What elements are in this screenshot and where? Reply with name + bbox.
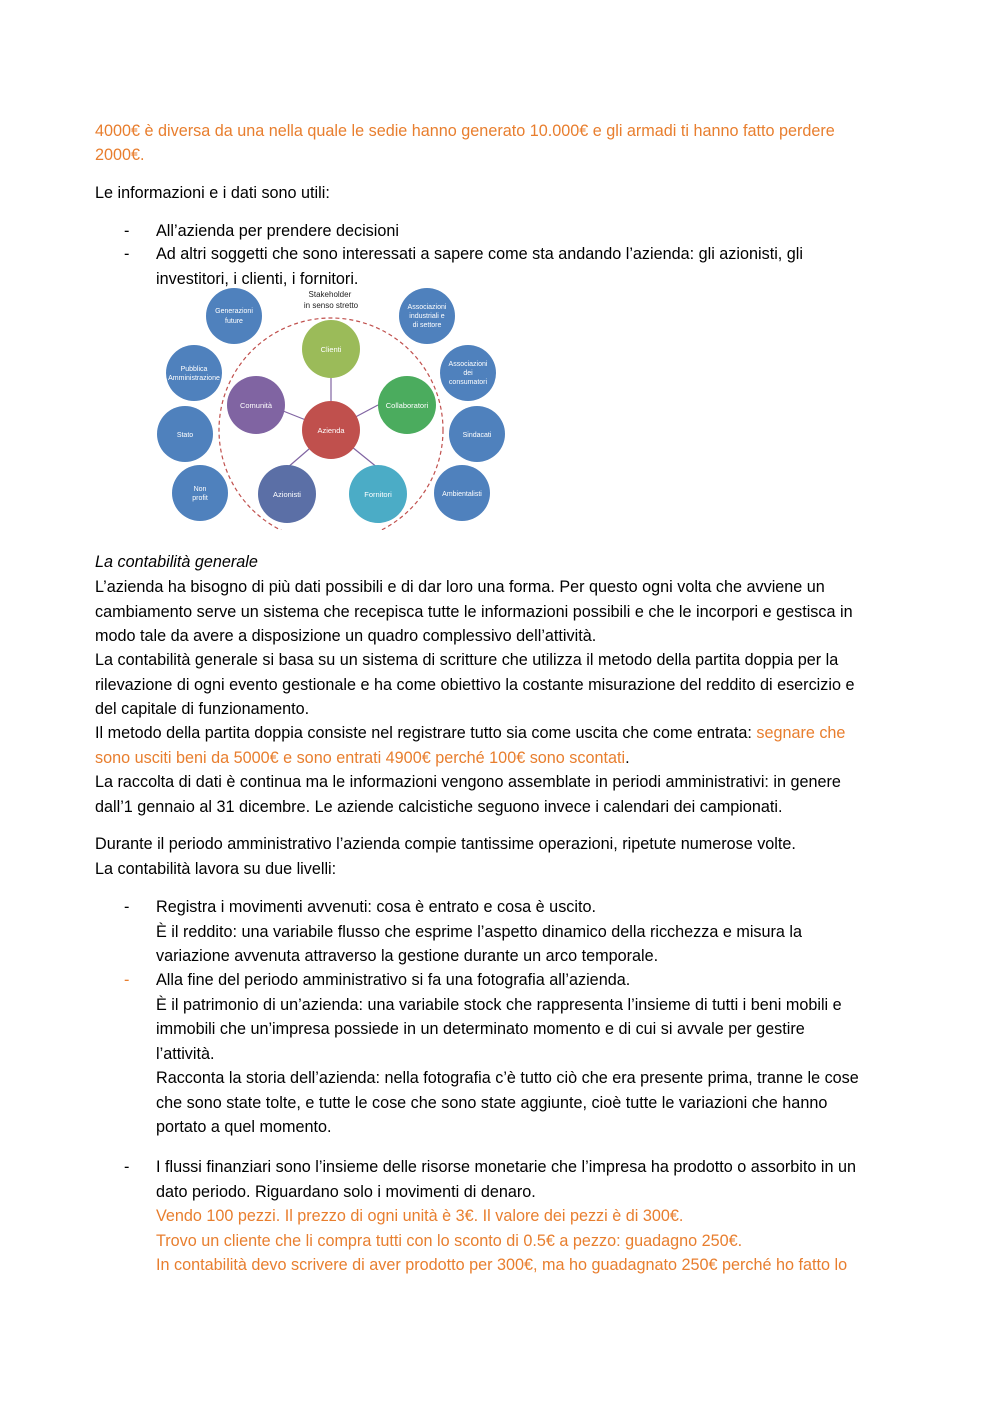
outer-circle-generazioni-future <box>206 288 262 344</box>
level-item-reddito: Registra i movimenti avvenuti: cosa è entrato e cosa è uscito. È il reddito: una variabile flusso che esprime l’aspetto dinamico della ricchezza e misura la variazione avvenuta attraverso la gestione durante un arco temporale. <box>156 898 803 965</box>
level-item-flussi-finanziari: I flussi finanziari sono l’insieme delle risorse monetarie che l’impresa ha prodotto o assorbito in un dato periodo. Riguardano solo i movimenti di denaro. Vendo 100 pezzi. Il prezzo di ogni unità è 3€. Il valore dei pezzi è di 300€. Trovo un cliente che li compra tutti con lo sconto di 0.5€ a pezzo: guadagno 250€. In contabilità devo scrivere di aver prodotto per 300€, ma ho guadagnato 250€ perché ho fatto lo <box>156 1158 857 1274</box>
bullet-item: Ad altri soggetti che sono interessati a sapere come sta andando l’azienda: gli azionisti, gli investitori, i clienti, i fornitori. <box>156 245 803 288</box>
bullet-dash: - <box>124 971 130 989</box>
svg-text:Stato: Stato <box>176 432 194 439</box>
outer-circle-associazioni-consumatori <box>440 345 496 401</box>
svg-text:Generazionifuture: Generazioni future <box>215 308 253 325</box>
level-item-patrimonio: Alla fine del periodo amministrativo si fa una fotografia all’azienda. È il patrimonio di un’azienda: una variabile stock che rappresenta l’insieme di tutti i beni mobili e immobili che un’impresa possiede in un determinato momento e di cui si avvale per gestire l’attività. Racconta la storia dell’azienda: nella fotografia c’è tutto ciò che era presente prima, tranne le cose che sono state tolte, e tutte le cose che sono state aggiunte, cioè tutte le variazioni che hanno portato a quel momento. <box>156 971 859 1136</box>
inner-circle-collaboratori <box>378 376 436 434</box>
bullet-dash: - <box>124 245 130 263</box>
section-paragraph-4: La raccolta di dati è continua ma le informazioni vengono assemblate in periodi amministrativi: in genere dall’1 gennaio al 31 dicembre. Le aziende calcistiche seguono invece i calendari dei campionati. <box>95 773 841 816</box>
svg-text:Collaboratori: Collaboratori <box>385 401 429 410</box>
svg-text:Associazioniindustriali edi se: Associazioni industriali e di settore <box>407 304 447 329</box>
svg-text:Comunità: Comunità <box>239 401 273 410</box>
svg-text:Clienti: Clienti <box>320 345 342 354</box>
center-circle-azienda <box>302 401 360 459</box>
outer-circle-stato <box>157 406 213 462</box>
svg-text:Ambientalisti: Ambientalisti <box>442 491 482 498</box>
section-paragraph-5: Durante il periodo amministrativo l’azienda compie tantissime operazioni, ripetute numerose volte. La contabilità lavora su due livelli: <box>95 835 796 878</box>
inner-circle-clienti <box>302 320 360 378</box>
outer-circle-associazioni-industriali <box>399 288 455 344</box>
intro-paragraph: Le informazioni e i dati sono utili: <box>95 184 330 202</box>
bullet-dash: - <box>124 898 130 916</box>
section-heading: La contabilità generale <box>95 553 258 571</box>
diagram-title: Stakeholder in senso stretto <box>303 290 359 310</box>
inner-circle-azionisti <box>258 465 316 523</box>
intro-line-2: 2000€. <box>95 146 145 164</box>
bullet-dash: - <box>124 222 130 240</box>
section-paragraph-2: La contabilità generale si basa su un sistema di scritture che utilizza il metodo della partita doppia per la rilevazione di ogni evento gestionale e ha come obiettivo la costante misurazione del reddito di esercizio e del capitale di funzionamento. <box>95 651 855 718</box>
inner-circle-fornitori <box>349 465 407 523</box>
outer-circle-ambientalisti <box>434 465 490 521</box>
section-paragraph-1: L’azienda ha bisogno di più dati possibili e di dar loro una forma. Per questo ogni volta che avviene un cambiamento serve un sistema che recepisca tutte le informazioni possibili e che le incorpori e gestisca in modo tale da avere a disposizione un quadro complessivo dell’attività. <box>95 578 853 645</box>
outer-circle-pubblica-amministrazione <box>166 345 222 401</box>
bullet-dash: - <box>124 1158 130 1176</box>
svg-text:Azienda: Azienda <box>317 426 345 435</box>
section-paragraph-3: Il metodo della partita doppia consiste nel registrare tutto sia come uscita che come entrata: segnare che sono usciti beni da 5000€ e sono entrati 4900€ perché 100€ sono scontati. <box>95 724 846 767</box>
svg-text:Associazionideiconsumatori: Associazioni dei consumatori <box>448 361 488 386</box>
outer-circle-non-profit <box>172 465 228 521</box>
svg-text:PubblicaAmministrazione: Pubblica Amministrazione <box>168 366 220 382</box>
svg-text:Sindacati: Sindacati <box>462 432 492 439</box>
svg-text:Azionisti: Azionisti <box>273 490 301 499</box>
bullet-item: All’azienda per prendere decisioni <box>156 222 399 240</box>
intro-line-1: 4000€ è diversa da una nella quale le sedie hanno generato 10.000€ e gli armadi ti hanno fatto perdere <box>95 122 835 140</box>
stakeholder-diagram <box>150 285 510 530</box>
svg-text:Nonprofit: Non profit <box>192 486 208 502</box>
inner-circle-comunita <box>227 376 285 434</box>
outer-circle-sindacati <box>449 406 505 462</box>
svg-text:Fornitori: Fornitori <box>364 490 392 499</box>
